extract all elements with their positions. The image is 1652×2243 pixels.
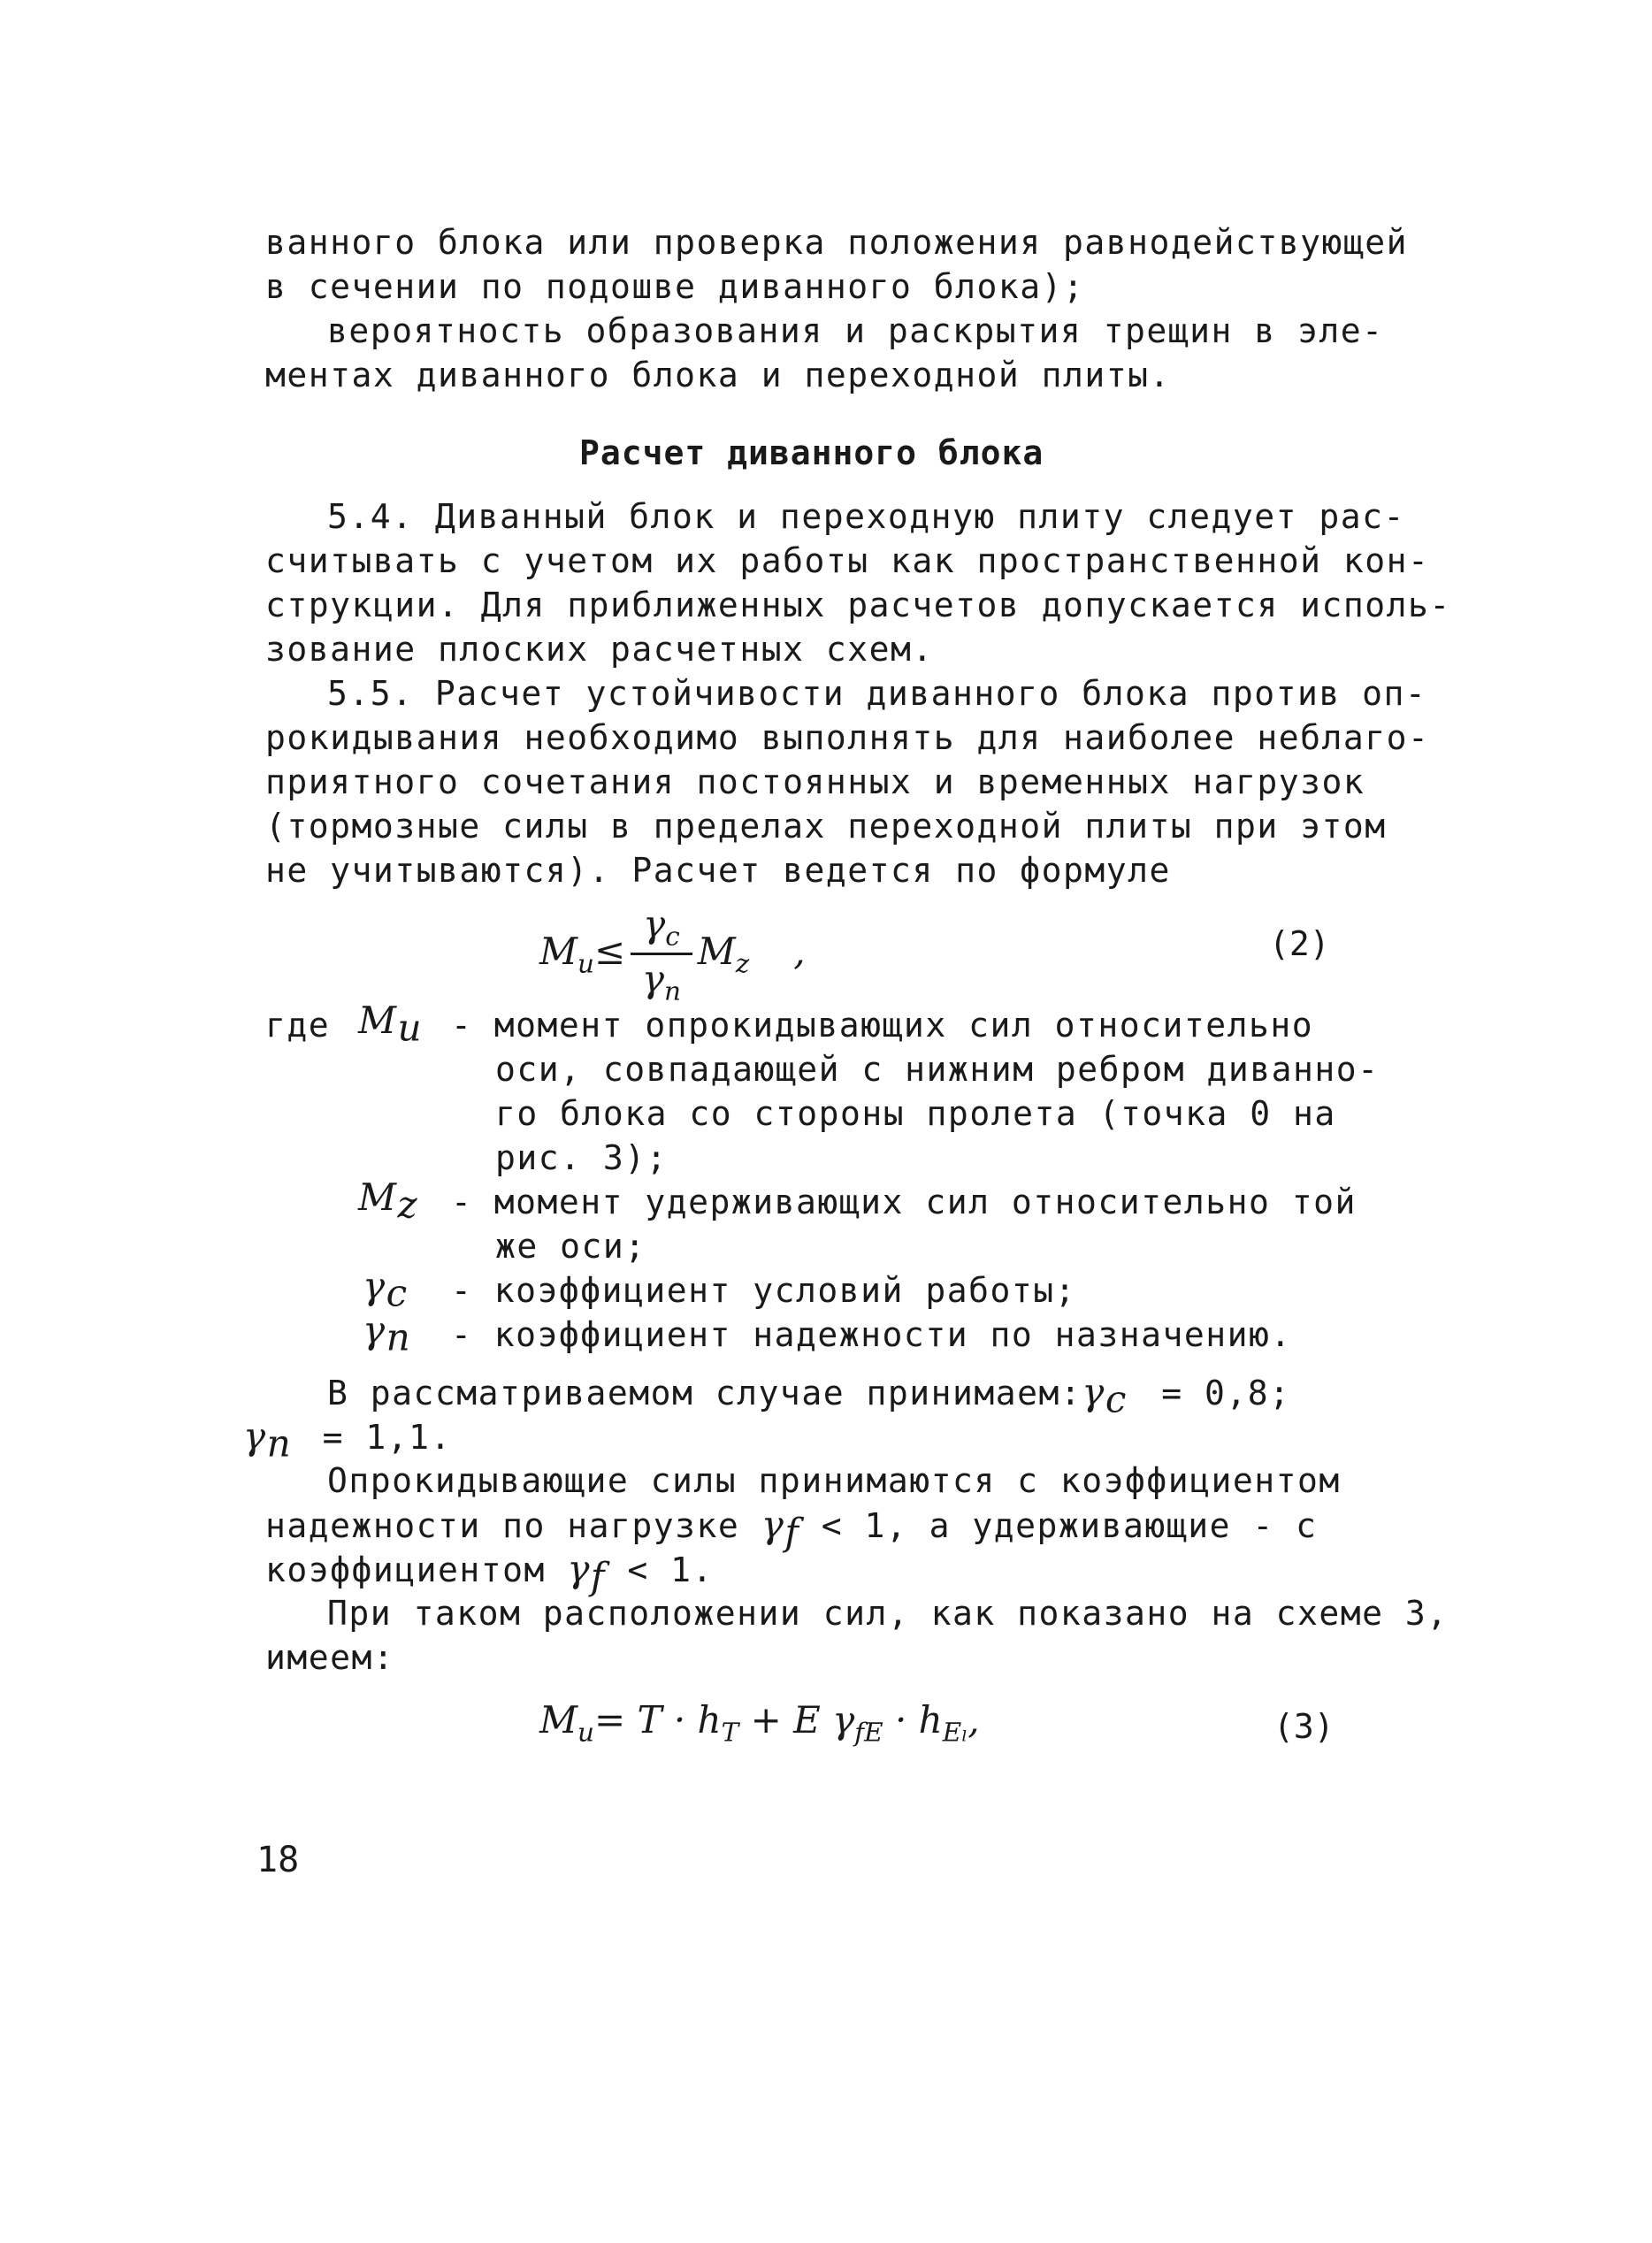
- formula-subscript: n: [664, 976, 681, 1007]
- formula-symbol: M: [358, 999, 398, 1042]
- definition-line: оси, совпадающей с нижним ребром диванно-: [495, 1050, 1380, 1089]
- formula-term: · h: [883, 1698, 943, 1742]
- definition-line: же оси;: [495, 1227, 646, 1266]
- formula-subscript: f: [590, 1554, 606, 1598]
- text-fragment: В рассматриваемом случае принимаем:: [327, 1374, 1082, 1412]
- text-line: [265, 1504, 1317, 1554]
- definition-line: рис. 3);: [495, 1138, 669, 1177]
- text-line: имеем:: [265, 1638, 395, 1677]
- formula-term: = T · h: [593, 1698, 722, 1742]
- fraction-denominator: [631, 955, 692, 1006]
- formula-symbol: M: [539, 1698, 578, 1742]
- text-fragment: надежности по нагрузке: [265, 1506, 740, 1545]
- text-line: зование плоских расчетных схем.: [265, 630, 934, 669]
- formula-2: [539, 902, 806, 1007]
- text-line: [243, 1415, 452, 1466]
- text-line: 5.4. Диванный блок и переходную плиту следует рас-: [327, 497, 1405, 536]
- text-line: ментах диванного блока и переходной плиты.: [265, 356, 1171, 394]
- definition-line: - момент опрокидывающих сил относительно: [451, 1006, 1314, 1045]
- definition-line: - коэффициент надежности по назначению.: [451, 1315, 1292, 1354]
- text-line: приятного сочетания постоянных и временных нагрузок: [265, 762, 1365, 801]
- formula-subscript: c: [1105, 1377, 1128, 1421]
- text-fragment: коэффициентом: [265, 1550, 546, 1589]
- text-fragment: < 1, а удерживающие - с: [821, 1506, 1318, 1545]
- formula-symbol: γ: [363, 1308, 386, 1351]
- formula-subscript: u: [577, 1717, 594, 1748]
- formula-subscript: z: [397, 1183, 419, 1227]
- formula-subscript: T: [721, 1717, 739, 1748]
- formula-trailing-comma: ,: [793, 929, 806, 973]
- formula-symbol: M: [539, 929, 578, 973]
- page-number: 18: [256, 1840, 300, 1880]
- symbol-label: [358, 1176, 418, 1227]
- definition-line: - момент удерживающих сил относительно той: [451, 1183, 1357, 1221]
- formula-symbol: γ: [1082, 1370, 1105, 1413]
- section-heading: Расчет диванного блока: [579, 433, 1044, 472]
- equation-number: (2): [1269, 924, 1330, 963]
- formula-subscript: f: [784, 1510, 800, 1554]
- text-fragment: < 1.: [627, 1550, 714, 1589]
- fraction-numerator: [631, 902, 692, 955]
- formula-symbol: γ: [363, 1264, 386, 1307]
- formula-trailing-comma: ,: [967, 1698, 980, 1742]
- definition-line: го блока со стороны пролета (точка 0 на: [495, 1094, 1336, 1133]
- formula-symbol: γ: [243, 1414, 267, 1458]
- formula-symbol: M: [697, 929, 736, 973]
- text-line: [265, 1548, 714, 1598]
- text-line: рокидывания необходимо выполнять для наиболее неблаго-: [265, 718, 1430, 757]
- formula-subscript: fE: [854, 1717, 883, 1748]
- formula-subscript: u: [397, 1006, 424, 1050]
- text-line: При таком расположении сил, как показано на схеме 3,: [327, 1594, 1449, 1633]
- formula-symbol: γ: [643, 902, 666, 945]
- formula-3: [539, 1698, 980, 1747]
- formula-symbol: γ: [761, 1503, 785, 1546]
- formula-subscript: Eₗ: [942, 1717, 968, 1748]
- formula-symbol: γ: [641, 957, 665, 1001]
- formula-subscript: c: [386, 1271, 409, 1315]
- text-fragment: = 0,8;: [1161, 1374, 1291, 1412]
- formula-subscript: z: [735, 948, 750, 979]
- formula-symbol: M: [358, 1175, 398, 1219]
- formula-subscript: n: [266, 1421, 293, 1466]
- text-line: 5.5. Расчет устойчивости диванного блока против оп-: [327, 674, 1427, 713]
- equation-number: (3): [1273, 1707, 1335, 1746]
- symbol-label: [358, 999, 423, 1050]
- formula-subscript: n: [386, 1315, 412, 1359]
- text-line: ванного блока или проверка положения равнодействующей: [265, 223, 1409, 262]
- formula-term: + E γ: [738, 1698, 855, 1742]
- text-line: струкции. Для приближенных расчетов допускается исполь-: [265, 586, 1451, 624]
- text-line: не учитываются). Расчет ведется по формуле: [265, 851, 1171, 890]
- formula-subscript: c: [665, 921, 680, 952]
- where-label: где: [265, 1006, 331, 1045]
- text-line: Опрокидывающие силы принимаются с коэффициентом: [327, 1461, 1341, 1500]
- formula-subscript: u: [577, 948, 594, 979]
- text-line: (тормозные силы в пределах переходной плиты при этом: [265, 807, 1387, 846]
- formula-symbol: γ: [567, 1547, 591, 1590]
- text-line: считывать с учетом их работы как пространственной кон-: [265, 541, 1430, 580]
- formula-relation: ≤: [593, 929, 626, 973]
- text-line: вероятность образования и раскрытия трещин в эле-: [327, 311, 1384, 350]
- symbol-label: [363, 1309, 411, 1359]
- definition-line: - коэффициент условий работы;: [451, 1271, 1076, 1310]
- text-fragment: = 1,1.: [322, 1418, 452, 1457]
- text-line: в сечении по подошве диванного блока);: [265, 267, 1085, 306]
- formula-fraction: [631, 902, 692, 1007]
- text-line: [327, 1371, 1291, 1421]
